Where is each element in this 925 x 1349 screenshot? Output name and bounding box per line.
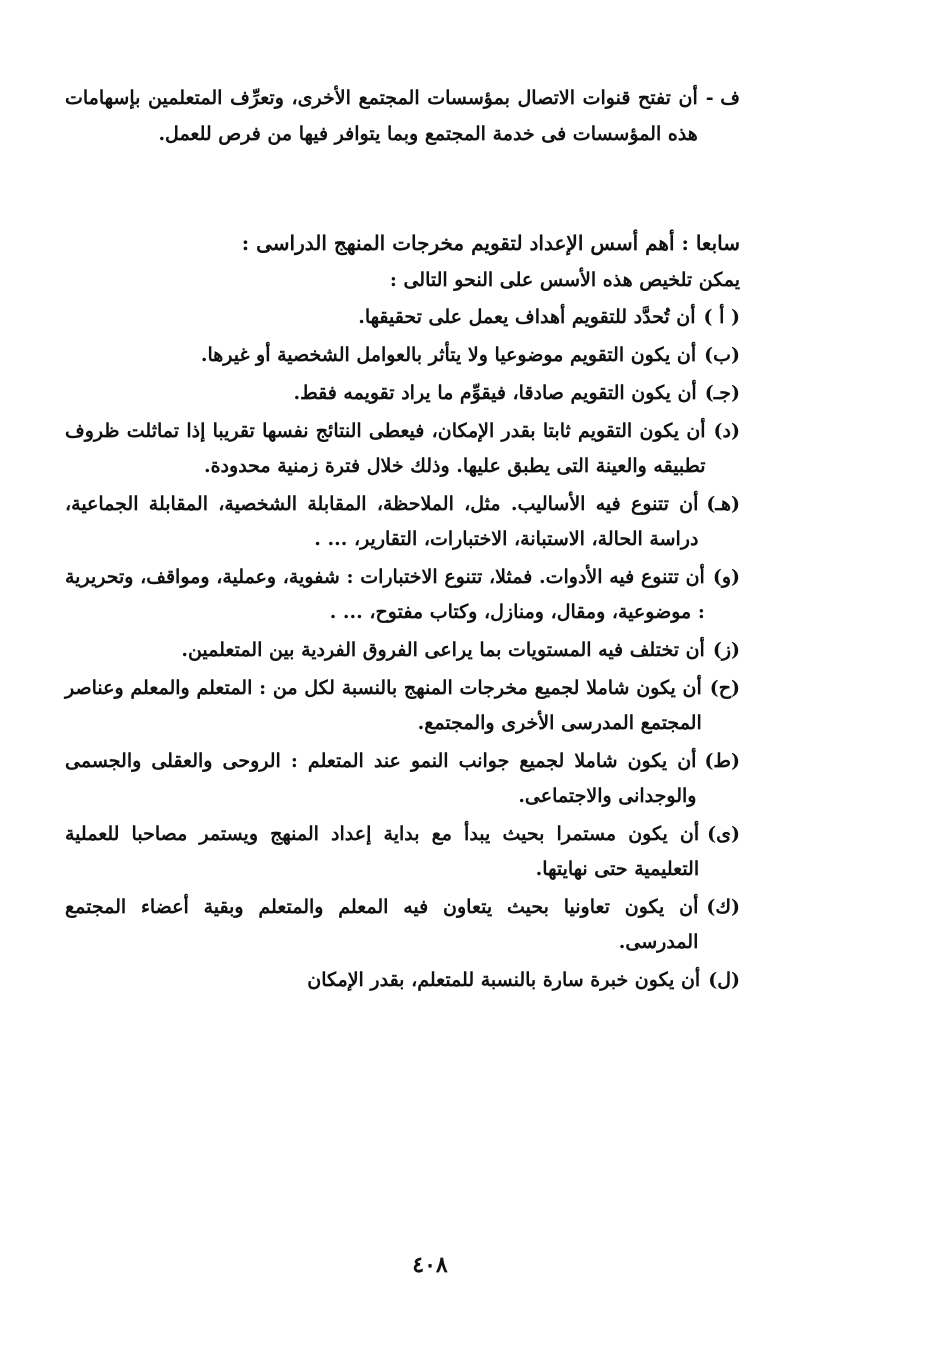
list-item-text: أن تتنوع فيه الأدوات. فمثلا، تتنوع الاختبارات : شفوية، وعملية، ومواقف، وتحريرية : موضوعية، ومقال، ومنازل، وكتاب مفتوح، ... . — [65, 566, 705, 623]
intro-item-text: أن تفتح قنوات الاتصال بمؤسسات المجتمع الأخرى، وتعرِّف المتعلمين بإسهامات هذه المؤسسات فى خدمة المجتمع وبما يتوافر فيها من فرص للعمل. — [65, 87, 698, 145]
list-item-text: أن تختلف فيه المستويات بما يراعى الفروق الفردية بين المتعلمين. — [181, 639, 705, 661]
list-item — [65, 300, 740, 335]
list-item-marker: (د) — [713, 420, 740, 442]
list-item-marker: (و) — [712, 566, 740, 588]
list-item-marker: (ز) — [712, 639, 740, 661]
list-item — [65, 487, 740, 557]
list-item-marker: (ب) — [704, 344, 740, 366]
list-item-marker: ( أ ) — [703, 306, 740, 328]
list-item-text: أن يكون مستمرا بحيث يبدأ مع بداية إعداد المنهج ويستمر مصاحبا للعملية التعليمية حتى نهايتها. — [65, 823, 700, 880]
list-item — [65, 376, 740, 411]
list-item — [65, 890, 740, 960]
list-item-marker: (جـ) — [704, 382, 740, 404]
list-item-text: أن تُحدَّد للتقويم أهداف يعمل على تحقيقها. — [358, 306, 696, 328]
list-item-text: أن يكون تعاونيا بحيث يتعاون فيه المعلم والمتعلم وبقية أعضاء المجتمع المدرسى. — [65, 896, 699, 953]
list-item-text: أن تتنوع فيه الأساليب. مثل، الملاحظة، المقابلة الشخصية، المقابلة الجماعية، دراسة الحالة، الاستبانة، الاختبارات، التقارير، ... . — [65, 493, 699, 550]
list-item-text: أن يكون خبرة سارة بالنسبة للمتعلم، بقدر الإمكان — [307, 969, 701, 991]
intro-list-item — [65, 80, 740, 152]
list-item-marker: (ط) — [704, 750, 740, 772]
list-item — [65, 414, 740, 484]
list-item — [65, 560, 740, 630]
list-item-text: أن يكون التقويم موضوعيا ولا يتأثر بالعوامل الشخصية أو غيرها. — [200, 344, 697, 366]
list-item-marker: (ك) — [706, 896, 740, 918]
list-item-text: أن يكون شاملا لجميع مخرجات المنهج بالنسبة لكل من : المتعلم والمعلم وعناصر المجتمع المدرسى الأخرى والمجتمع. — [65, 677, 702, 734]
intro-item-marker: ف - — [705, 87, 740, 109]
list-item — [65, 671, 740, 741]
list-item-text: أن يكون التقويم صادقا، فيقوِّم ما يراد تقويمه فقط. — [293, 382, 697, 404]
list-item — [65, 963, 740, 998]
list-item-marker: (ل) — [708, 969, 740, 991]
section-lead: يمكن تلخيص هذه الأسس على النحو التالى : — [389, 269, 740, 291]
list-item-text: أن يكون التقويم ثابتا بقدر الإمكان، فيعطى النتائج نفسها تقريبا إذا تماثلت ظروف تطبيقه والعينة التى يطبق عليها. وذلك خلال فترة زمنية محدودة. — [65, 420, 706, 477]
list-item-marker: (ى) — [707, 823, 740, 845]
list-item-marker: (ح) — [709, 677, 740, 699]
page-number: ٤٠٨ — [412, 1252, 448, 1278]
list-item — [65, 338, 740, 373]
list-item — [65, 744, 740, 814]
criteria-list — [65, 300, 740, 1001]
list-item — [65, 633, 740, 668]
list-item-marker: (هـ) — [706, 493, 740, 515]
list-item — [65, 817, 740, 887]
list-item-text: أن يكون شاملا لجميع جوانب النمو عند المتعلم : الروحى والعقلى والجسمى والوجدانى والاجتماعى. — [65, 750, 697, 807]
section-heading: سابعا : أهم أسس الإعداد لتقويم مخرجات المنهج الدراسى : — [241, 231, 740, 255]
